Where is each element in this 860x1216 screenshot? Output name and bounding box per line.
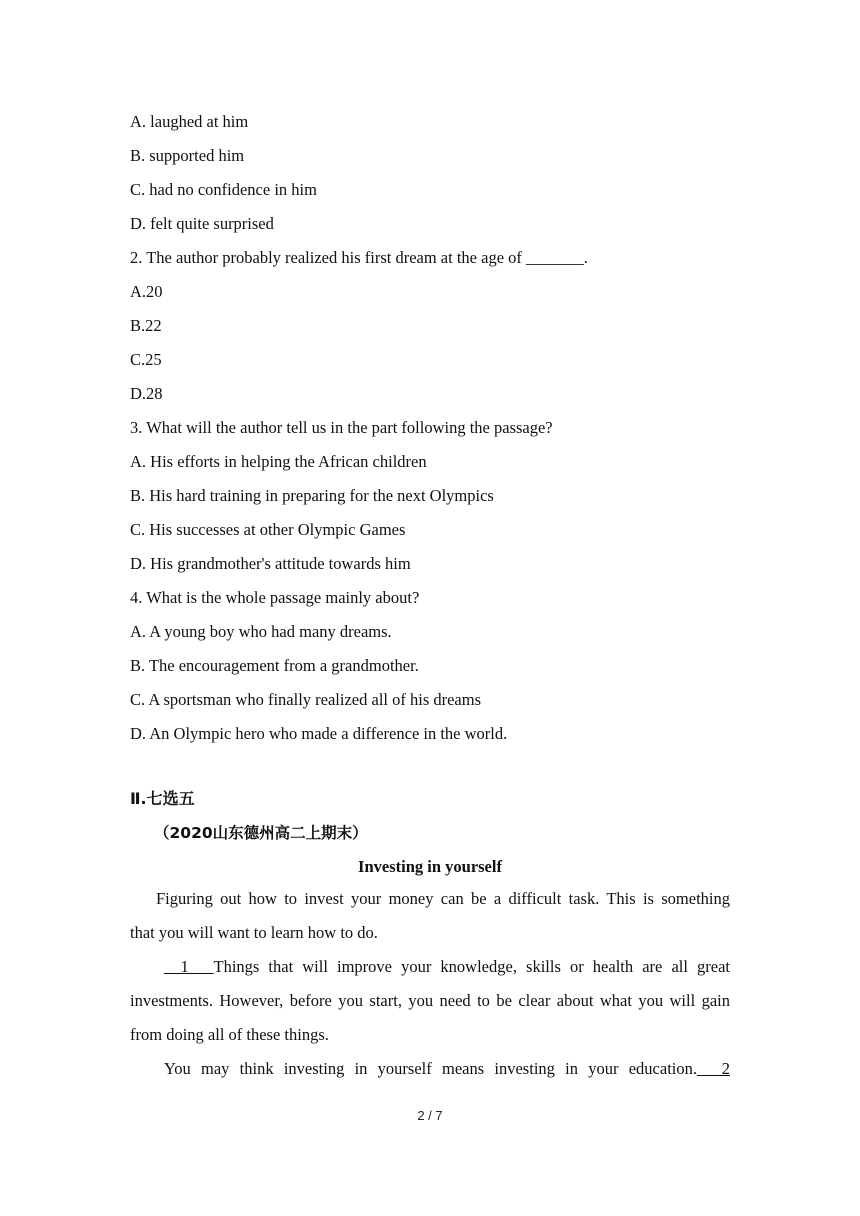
option-3d: D. His grandmother's attitude towards him [130, 554, 411, 573]
option-1d: D. felt quite surprised [130, 214, 274, 233]
option-3b: B. His hard training in preparing for the next Olympics [130, 486, 494, 505]
paragraph-2-line-1 [130, 950, 730, 984]
section-source: （2020山东德州高二上期末） [154, 824, 368, 842]
passage-paragraph-3 [130, 1052, 730, 1086]
passage-title: Investing in yourself [358, 857, 502, 876]
option-1c: C. had no confidence in him [130, 180, 317, 199]
option-4a: A. A young boy who had many dreams. [130, 622, 392, 641]
blank-2: ___2 [697, 1059, 730, 1078]
option-2b: B.22 [130, 316, 162, 335]
blank-1: __1___ [164, 957, 214, 976]
option-3c: C. His successes at other Olympic Games [130, 520, 406, 539]
option-4b: B. The encouragement from a grandmother. [130, 656, 419, 675]
passage-paragraph-2 [130, 950, 730, 1052]
paragraph-3-line-1 [130, 1052, 730, 1086]
paragraph-3-line-1-text: You may think investing in yourself means investing in your education. [164, 1059, 697, 1078]
option-4d: D. An Olympic hero who made a difference in the world. [130, 724, 508, 743]
paragraph-1-line-2: that you will want to learn how to do. [130, 923, 378, 942]
question-2: 2. The author probably realized his first dream at the age of _______. [130, 248, 588, 267]
page-number: 2 / 7 [417, 1108, 443, 1123]
option-2a: A.20 [130, 282, 163, 301]
option-2d: D.28 [130, 384, 163, 403]
option-2c: C.25 [130, 350, 162, 369]
option-1a: A. laughed at him [130, 112, 249, 131]
section-heading: Ⅱ.七选五 [130, 789, 195, 808]
paragraph-2-line-2: investments. However, before you start, you need to be clear about what you will gain [130, 991, 730, 1010]
paragraph-2-line-1-text: Things that will improve your knowledge, skills or health are all great [213, 957, 730, 976]
option-1b: B. supported him [130, 146, 245, 165]
paragraph-2-line-1-wrap [130, 950, 730, 984]
paragraph-1-line-1: Figuring out how to invest your money can be a difficult task. This is something [156, 889, 730, 908]
passage-paragraph-1 [130, 882, 730, 950]
question-3: 3. What will the author tell us in the part following the passage? [130, 418, 553, 437]
option-3a: A. His efforts in helping the African children [130, 452, 427, 471]
question-4: 4. What is the whole passage mainly about? [130, 588, 420, 607]
paragraph-2-line-3: from doing all of these things. [130, 1025, 329, 1044]
option-4c: C. A sportsman who finally realized all of his dreams [130, 690, 482, 709]
